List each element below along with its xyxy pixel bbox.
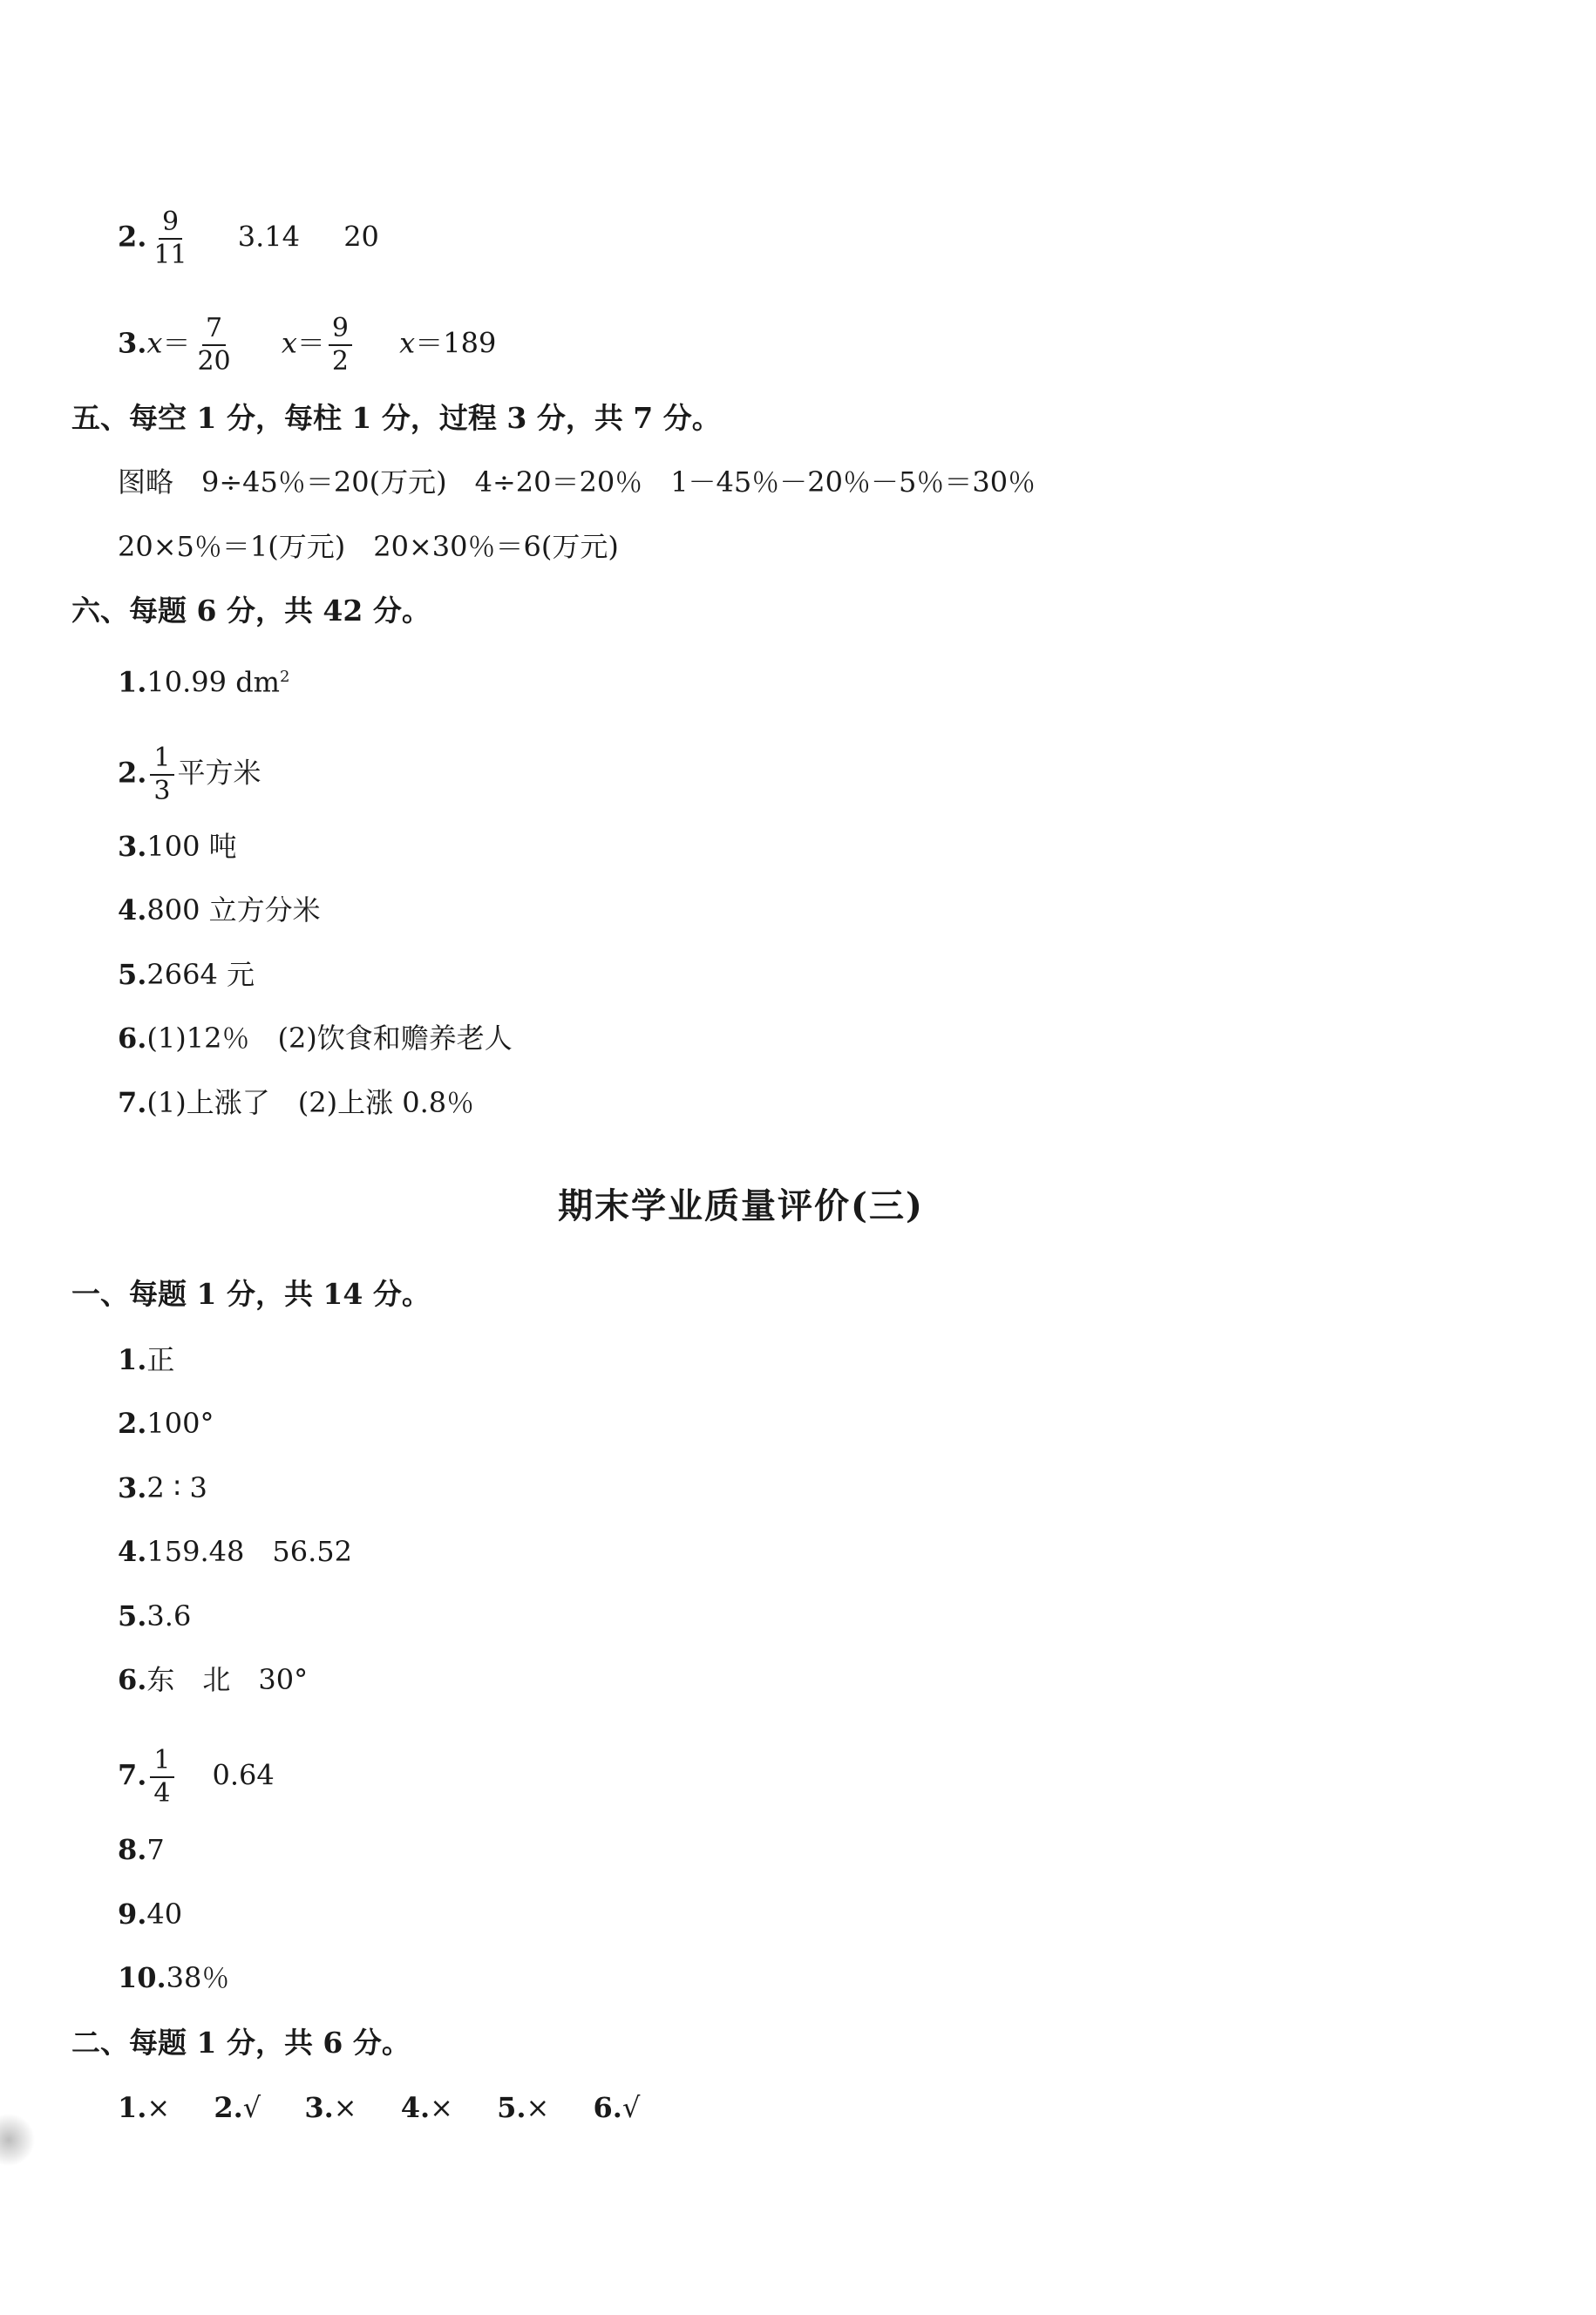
answer-mark: × (526, 2091, 550, 2124)
section-5-line-1: 图略 9÷45％＝20(万元) 4÷20＝20％ 1－45％－20％－5％＝30％ (118, 465, 1036, 499)
corner-decoration (0, 2109, 35, 2170)
item-text: 东 北 30° (146, 1663, 309, 1696)
item-text: 800 立方分米 (146, 893, 321, 927)
item-number: 9. (118, 1897, 147, 1931)
denominator: 11 (153, 240, 187, 270)
list-item (118, 893, 321, 927)
item-text: 正 (146, 1343, 175, 1376)
item-number: 7. (118, 1758, 147, 1792)
section-heading-6: 六、每题 6 分，共 42 分。 (71, 594, 431, 628)
item-number: 6. (118, 1663, 147, 1696)
answer-value: 20 (343, 220, 379, 254)
item-number: 6. (118, 1022, 147, 1055)
item-text: 159.48 56.52 (146, 1535, 352, 1568)
item-number: 3. (304, 2091, 334, 2124)
variable: x (281, 326, 297, 360)
list-item (118, 1897, 182, 1931)
answer-line-2 (118, 209, 379, 268)
section-heading-2: 二、每题 1 分，共 6 分。 (71, 2026, 411, 2060)
section-5-line-2: 20×5％＝1(万元) 20×30％＝6(万元) (118, 530, 619, 563)
item-text: 100° (146, 1407, 214, 1440)
item-number: 10. (118, 1961, 166, 1994)
page-title: 期末学业质量评价(三) (558, 1185, 924, 1226)
list-item (118, 1599, 191, 1633)
item-number: 4. (400, 2091, 431, 2124)
item-number: 5. (118, 1599, 147, 1633)
item-text: 2 ∶ 3 (146, 1471, 207, 1504)
variable: x (399, 326, 416, 360)
fraction (329, 313, 352, 377)
answer-mark: × (430, 2091, 453, 2124)
answer-value: 189 (443, 326, 497, 360)
answer-line-3 (118, 313, 497, 377)
item-number: 3. (118, 326, 147, 360)
equals: ＝ (162, 326, 191, 360)
list-item (118, 1960, 229, 1995)
numerator: 9 (159, 209, 182, 240)
list-item (118, 1745, 275, 1809)
equals: ＝ (415, 326, 444, 360)
answer-mark: √ (621, 2091, 641, 2124)
item-text: 100 吨 (146, 830, 237, 863)
item-number: 3. (118, 1471, 147, 1504)
item-text: 2664 元 (146, 958, 255, 991)
item-number: 6. (593, 2091, 622, 2124)
item-text: 10.99 dm (146, 665, 281, 699)
denominator: 2 (331, 346, 349, 377)
section-heading-5: 五、每空 1 分，每柱 1 分，过程 3 分，共 7 分。 (71, 401, 721, 435)
list-item (118, 1832, 165, 1867)
list-item (118, 1342, 174, 1377)
item-number: 8. (118, 1833, 147, 1866)
list-item (118, 1470, 207, 1505)
list-item (118, 1406, 214, 1441)
item-text: 7 (146, 1833, 165, 1866)
answer-mark: × (333, 2091, 357, 2124)
item-number: 4. (118, 1535, 147, 1568)
variable: x (146, 326, 163, 360)
numerator: 1 (150, 745, 173, 776)
list-item (118, 1021, 513, 1056)
item-text: 0.64 (212, 1758, 275, 1792)
numerator: 7 (202, 316, 226, 346)
item-number: 2. (118, 220, 147, 254)
item-number: 7. (118, 1086, 147, 1119)
item-text: (1)12％ (2)饮食和赡养老人 (146, 1022, 513, 1055)
item-number: 5. (497, 2091, 526, 2124)
item-number: 3. (118, 830, 147, 863)
numerator: 9 (329, 316, 352, 346)
answer-value: 3.14 (237, 220, 301, 254)
item-number: 1. (118, 1343, 147, 1376)
list-item (118, 829, 237, 864)
item-text: 平方米 (177, 756, 261, 790)
item-text: 40 (146, 1897, 183, 1931)
equals: ＝ (296, 326, 325, 360)
denominator: 20 (197, 346, 231, 377)
list-item (118, 957, 255, 992)
list-item (118, 1662, 308, 1697)
item-text: 38％ (166, 1961, 230, 1994)
answer-mark: √ (242, 2091, 261, 2124)
item-number: 2. (118, 756, 147, 790)
item-number: 1. (118, 2091, 147, 2124)
item-number: 4. (118, 893, 147, 927)
fraction (194, 313, 234, 377)
item-text: (1)上涨了 (2)上涨 0.8％ (146, 1086, 475, 1119)
list-item (118, 1534, 352, 1569)
superscript: 2 (280, 668, 290, 686)
numerator: 1 (150, 1748, 173, 1778)
item-number: 2. (118, 1407, 147, 1440)
item-number: 1. (118, 665, 147, 699)
fraction (150, 1745, 173, 1809)
section-heading-1: 一、每题 1 分，共 14 分。 (71, 1277, 431, 1311)
denominator: 4 (153, 1778, 171, 1809)
fraction (150, 745, 173, 804)
denominator: 3 (153, 776, 171, 806)
list-item (118, 660, 289, 700)
answer-mark: × (146, 2091, 171, 2124)
item-text: 3.6 (146, 1599, 192, 1633)
fraction (150, 209, 190, 268)
list-item (118, 745, 261, 804)
item-number: 2. (214, 2091, 243, 2124)
judgement-answers (118, 2090, 640, 2125)
item-number: 5. (118, 958, 147, 991)
list-item (118, 1085, 474, 1120)
